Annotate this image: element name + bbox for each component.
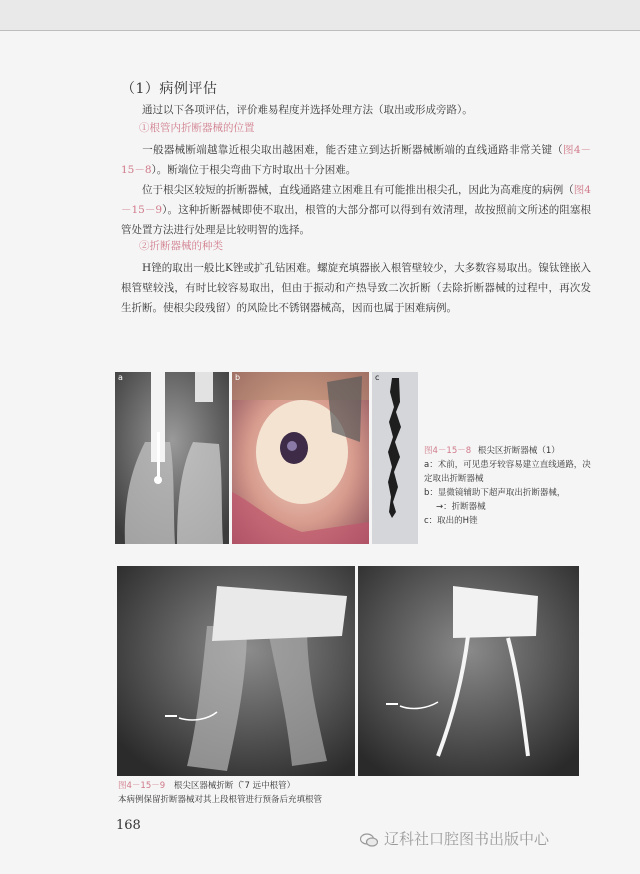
xray-preop-image <box>115 372 229 544</box>
xray-fig9-right <box>358 566 579 776</box>
fig8-caption-item-b: b：显微镜辅助下超声取出折断器械， <box>424 488 566 498</box>
paragraph-position-1: 一般器械断端越靠近根尖取出越困难，能否建立到达折断器械断端的直线通路非常关键（图4－15－8）。断端位于根尖弯曲下方时取出十分困难。 <box>121 144 592 176</box>
figure-ref-9[interactable]: 图4－15－9 <box>121 184 591 216</box>
fig8-caption <box>424 444 596 528</box>
fig9-caption-desc: 本病例保留折断器械对其上段根管进行预备后充填根管 <box>118 795 323 805</box>
wechat-icon <box>360 833 378 847</box>
paragraph-type: H锉的取出一般比K锉或扩孔钻困难。螺旋充填器嵌入根管壁较少，大多数容易取出。镍钛锉嵌入根管壁较浅，有时比较容易取出，但由于振动和产热导致二次折断（去除折断器械的过程中，再次发生折断。使根尖段残留）的风险比不锈钢器械高，因而也属于困难病例。 <box>121 262 591 314</box>
fig8-caption-item-a: a：术前，可见患牙较容易建立直线通路，决定取出折断器械 <box>424 460 591 484</box>
paragraph-position-2: 位于根尖区较短的折断器械，直线通路建立困难且有可能推出根尖孔，因此为高难度的病例（图4－15－9）。这种折断器械即使不取出，根管的大部分都可以得到有效清理，故按照前文所述的阻塞根管处置方法进行处理是比较明智的选择。 <box>121 184 591 236</box>
fig8-label-a: a <box>118 373 123 382</box>
xray-fig9-left-graphic <box>117 566 355 776</box>
fig8-caption-item-c: c：取出的H锉 <box>424 516 478 526</box>
xray-fig9-left <box>117 566 355 776</box>
intro-paragraph: 通过以下各项评估，评价难易程度并选择处理方法（取出或形成旁路）。 <box>142 104 473 116</box>
retrieved-file-image <box>372 372 418 544</box>
watermark: 辽科社口腔图书出版中心 <box>360 828 549 849</box>
xray-fig9-right-graphic <box>358 566 579 776</box>
retrieved-file-graphic <box>372 372 418 544</box>
microscope-graphic <box>232 372 369 544</box>
section-title: （1）病例评估 <box>121 81 218 97</box>
page-number: 168 <box>116 818 141 833</box>
subsection-heading-position: ①根管内折断器械的位置 <box>139 122 255 134</box>
xray-preop-graphic <box>115 372 229 544</box>
fig8-label-b: b <box>235 373 241 382</box>
fig8-caption-title: 图4－15－8 根尖区折断器械（1） <box>424 446 560 456</box>
fig9-caption <box>118 779 578 807</box>
fig8-caption-item-arrow: →：折断器械 <box>436 502 486 512</box>
subsection-heading-type: ②折断器械的种类 <box>139 240 223 252</box>
microscope-image <box>232 372 369 544</box>
fig8-label-c: c <box>375 373 380 382</box>
figure-ref-8[interactable]: 图4－15－8 <box>121 144 592 176</box>
fig9-caption-title: 图4－15－9 根尖区器械折断（ ̄7 远中根管） <box>118 781 296 791</box>
